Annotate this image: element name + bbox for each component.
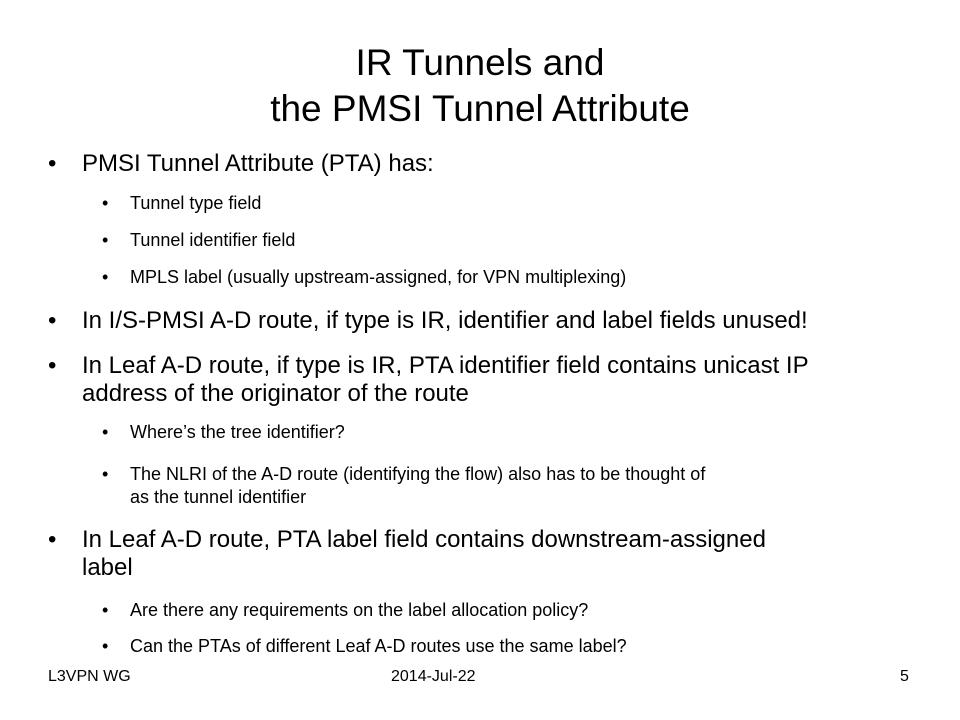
bullet-text-line-2: label [82, 554, 133, 581]
bullet-i-s-pmsi [48, 307, 808, 335]
sub-bullet-label-allocation [102, 599, 589, 622]
bullet-text-line-2: address of the originator of the route [82, 380, 469, 407]
bullet-leaf-ad-label [48, 526, 766, 582]
bullet-marker: • [102, 636, 109, 656]
title-line-1: IR Tunnels and [355, 42, 605, 83]
bullet-text-line-1: In Leaf A-D route, PTA label field contains downstream-assigned [82, 526, 766, 553]
bullet-marker: • [102, 464, 109, 484]
bullet-pta-has [48, 150, 434, 178]
sub-bullet-mpls-label [102, 266, 627, 289]
bullet-marker: • [48, 307, 57, 334]
bullet-text: MPLS label (usually upstream-assigned, for VPN multiplexing) [130, 267, 627, 287]
bullet-leaf-ad-identifier [48, 352, 809, 408]
bullet-text: Where’s the tree identifier? [130, 422, 345, 442]
bullet-marker: • [102, 422, 109, 442]
bullet-marker: • [48, 150, 57, 177]
bullet-text: Tunnel identifier field [130, 230, 296, 250]
bullet-text: PMSI Tunnel Attribute (PTA) has: [82, 150, 434, 177]
footer-page-number: 5 [900, 668, 909, 685]
bullet-text: In I/S-PMSI A-D route, if type is IR, identifier and label fields unused! [82, 307, 808, 334]
bullet-marker: • [48, 526, 57, 553]
sub-bullet-tree-identifier [102, 421, 345, 444]
bullet-text: Are there any requirements on the label allocation policy? [130, 600, 589, 620]
bullet-marker: • [102, 230, 109, 250]
sub-bullet-nlri [102, 463, 706, 509]
footer-left: L3VPN WG [48, 668, 131, 685]
footer-date: 2014-Jul-22 [391, 668, 476, 685]
sub-bullet-tunnel-type [102, 192, 262, 215]
bullet-text-line-2: as the tunnel identifier [130, 487, 307, 507]
bullet-marker: • [102, 267, 109, 287]
bullet-marker: • [48, 352, 57, 379]
sub-bullet-tunnel-identifier [102, 229, 296, 252]
sub-bullet-same-label [102, 635, 627, 658]
bullet-text: Can the PTAs of different Leaf A-D routes use the same label? [130, 636, 627, 656]
bullet-marker: • [102, 600, 109, 620]
bullet-text-line-1: The NLRI of the A-D route (identifying the flow) also has to be thought of [130, 464, 706, 484]
bullet-text-line-1: In Leaf A-D route, if type is IR, PTA identifier field contains unicast IP [82, 352, 809, 379]
bullet-text: Tunnel type field [130, 193, 262, 213]
bullet-marker: • [102, 193, 109, 213]
title-line-2: the PMSI Tunnel Attribute [270, 88, 690, 129]
